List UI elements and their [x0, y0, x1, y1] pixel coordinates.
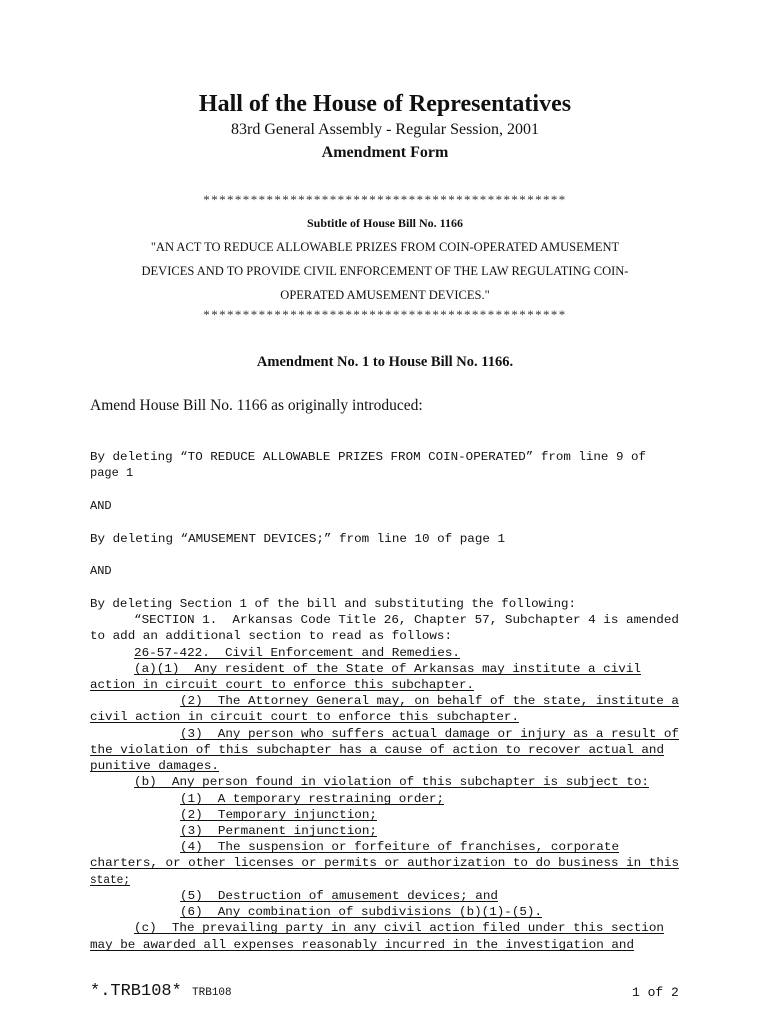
- body-line: state;: [90, 873, 130, 887]
- footer-code-small: TRB108: [192, 987, 232, 999]
- form-name: Amendment Form: [321, 144, 449, 161]
- body-line: (5) Destruction of amusement devices; and: [180, 889, 498, 903]
- amendment-heading: Amendment No. 1 to House Bill No. 1166.: [256, 354, 514, 370]
- amendment-instruction: Amend House Bill No. 1166 as originally introduced:: [90, 397, 423, 414]
- session-line: 83rd General Assembly - Regular Session, 2001: [231, 121, 539, 138]
- body-line: to add an additional section to read as follows:: [90, 629, 453, 643]
- body-line: civil action in circuit court to enforce this subchapter.: [90, 710, 519, 724]
- body-line: punitive damages.: [90, 759, 219, 773]
- body-line: the violation of this subchapter has a cause of action to recover actual and: [90, 743, 665, 757]
- body-line: (c) The prevailing party in any civil action filed under this section: [134, 921, 665, 935]
- act-title-line-2: DEVICES AND TO PROVIDE CIVIL ENFORCEMENT OF THE LAW REGULATING COIN-: [141, 264, 629, 278]
- footer-code: *.TRB108*: [90, 982, 182, 1001]
- act-title-line-1: "AN ACT TO REDUCE ALLOWABLE PRIZES FROM COIN-OPERATED AMUSEMENT: [150, 240, 620, 254]
- body-line: (2) The Attorney General may, on behalf of the state, institute a: [180, 694, 679, 708]
- body-line: “SECTION 1. Arkansas Code Title 26, Chapter 57, Subchapter 4 is amended: [134, 613, 679, 627]
- page-title: Hall of the House of Representatives: [198, 91, 572, 117]
- body-line: By deleting Section 1 of the bill and substituting the following:: [90, 597, 577, 611]
- page-number: 1 of 2: [632, 985, 679, 1000]
- body-line: AND: [90, 564, 112, 578]
- body-line: (6) Any combination of subdivisions (b)(1)-(5).: [180, 905, 543, 919]
- body-line: action in circuit court to enforce this subchapter.: [90, 678, 475, 692]
- star-divider-top: **********************************************: [203, 192, 567, 207]
- act-title-line-3: OPERATED AMUSEMENT DEVICES.": [280, 288, 490, 302]
- body-line: (4) The suspension or forfeiture of franchises, corporate: [180, 840, 620, 854]
- body-line: By deleting “TO REDUCE ALLOWABLE PRIZES FROM COIN-OPERATED” from line 9 of: [90, 450, 647, 464]
- body-line: (1) A temporary restraining order;: [180, 792, 444, 806]
- body-line: may be awarded all expenses reasonably incurred in the investigation and: [90, 938, 634, 952]
- subtitle-heading: Subtitle of House Bill No. 1166: [306, 216, 464, 230]
- footer-barcode: [90, 982, 232, 1001]
- star-divider-bottom: **********************************************: [203, 307, 567, 322]
- body-line: (3) Permanent injunction;: [180, 824, 378, 838]
- body-line: 26-57-422. Civil Enforcement and Remedies.: [134, 646, 461, 660]
- body-line: (b) Any person found in violation of this subchapter is subject to:: [134, 775, 650, 789]
- body-line: (a)(1) Any resident of the State of Arkansas may institute a civil: [134, 662, 641, 676]
- body-line: charters, or other licenses or permits or authorization to do business in this: [90, 856, 680, 870]
- body-line: (3) Any person who suffers actual damage or injury as a result of: [180, 727, 679, 741]
- body-line: (2) Temporary injunction;: [180, 808, 378, 822]
- body-line: By deleting “AMUSEMENT DEVICES;” from line 10 of page 1: [90, 532, 506, 546]
- body-line: AND: [90, 499, 112, 513]
- body-line: page 1: [90, 466, 134, 480]
